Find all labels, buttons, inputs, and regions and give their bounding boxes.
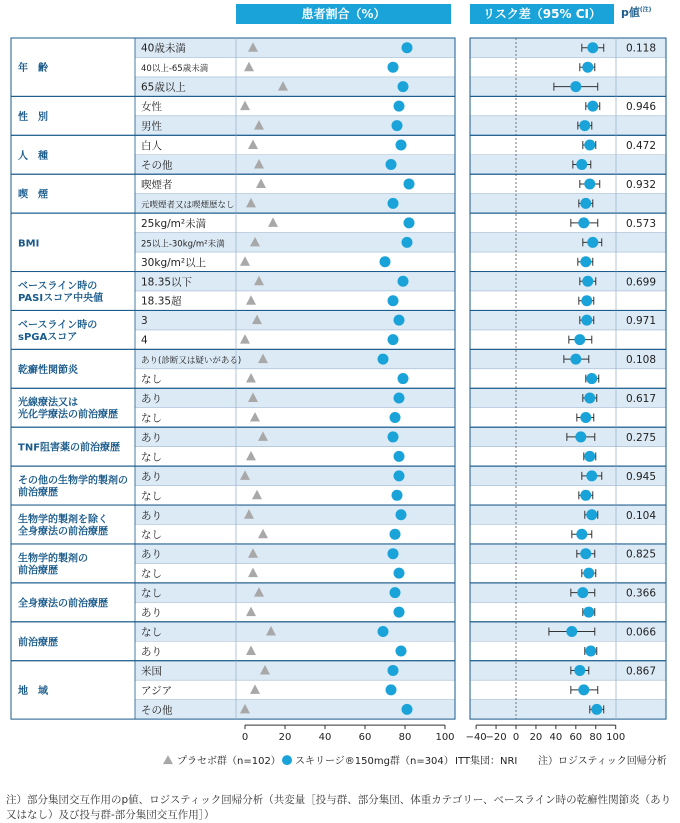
skyrizi-marker <box>394 393 405 404</box>
skyrizi-marker <box>396 509 407 520</box>
row-band <box>470 291 666 310</box>
p-value: 0.472 <box>625 140 657 153</box>
risk-difference-marker <box>584 393 595 404</box>
subgroup-label: その他 <box>141 704 173 717</box>
risk-difference-marker <box>570 354 581 365</box>
row-band <box>135 486 455 505</box>
skyrizi-marker <box>402 42 413 53</box>
subgroup-label: あり <box>141 548 162 561</box>
risk-difference-marker <box>580 412 591 423</box>
risk-difference-marker <box>566 626 577 637</box>
p-value: 0.617 <box>625 393 657 406</box>
row-band <box>135 447 455 466</box>
row-band <box>135 310 455 329</box>
skyrizi-marker <box>390 412 401 423</box>
row-band <box>470 447 666 466</box>
risk-difference-marker <box>586 470 597 481</box>
group-label: 喫 煙 <box>18 189 48 201</box>
subgroup-label: なし <box>141 412 162 425</box>
p-value: 0.104 <box>625 509 657 522</box>
risk-difference-tick-label: 20 <box>529 732 543 744</box>
skyrizi-marker <box>392 490 403 501</box>
subgroup-label: 25以上-30kg/m²未満 <box>141 239 225 250</box>
row-band <box>135 641 455 660</box>
p-value: 0.867 <box>625 665 657 678</box>
risk-difference-marker <box>584 178 595 189</box>
group-label: 前治療歴 <box>18 487 58 499</box>
subgroup-label: 元喫煙者又は喫煙歴なし <box>141 200 235 211</box>
skyrizi-marker <box>388 198 399 209</box>
subgroup-label: 男性 <box>141 120 162 133</box>
subgroup-label: 40以上-65歳未満 <box>141 64 209 75</box>
subgroup-label: 18.35以下 <box>141 276 193 289</box>
row-band <box>470 602 666 621</box>
risk-difference-marker <box>591 704 602 715</box>
row-band <box>135 135 455 154</box>
risk-difference-marker <box>574 665 585 676</box>
subgroup-label: あり(診断又は疑いがある) <box>141 356 242 367</box>
subgroup-label: あり <box>141 393 162 406</box>
row-band <box>470 155 666 174</box>
risk-difference-marker <box>587 42 598 53</box>
legend-skyrizi-label: スキリージ®150mg群（n=304） <box>295 756 454 768</box>
subgroup-label: あり <box>141 645 162 658</box>
risk-difference-tick-label: 60 <box>569 732 583 744</box>
subgroup-label: なし <box>141 451 162 464</box>
risk-difference-tick-label: 100 <box>606 732 626 744</box>
group-label: 前治療歴 <box>18 565 58 577</box>
row-band <box>135 583 455 602</box>
skyrizi-marker <box>396 645 407 656</box>
subgroup-label: その他 <box>141 159 173 172</box>
row-band <box>135 155 455 174</box>
row-band <box>135 427 455 446</box>
legend-placebo-label: プラセボ群（n=102） <box>177 756 281 768</box>
p-value: 0.946 <box>625 101 657 114</box>
risk-difference-marker <box>582 62 593 73</box>
proportion-tick-label: 20 <box>278 732 292 744</box>
skyrizi-marker <box>396 140 407 151</box>
group-label: ベースライン時の <box>18 319 98 331</box>
p-value: 0.066 <box>625 626 657 639</box>
row-band <box>470 486 666 505</box>
subgroup-label: 25kg/m²未満 <box>141 217 207 230</box>
skyrizi-marker <box>388 431 399 442</box>
group-label: 全身療法の前治療歴 <box>18 526 108 538</box>
subgroup-label: あり <box>141 607 162 620</box>
row-band <box>135 96 455 115</box>
legend-itt-label: ITT集団：NRI <box>455 756 518 768</box>
skyrizi-marker <box>380 256 391 267</box>
group-label: 前治療歴 <box>18 637 58 649</box>
proportion-tick-label: 100 <box>435 732 455 744</box>
skyrizi-marker <box>388 62 399 73</box>
subgroup-label: なし <box>141 490 162 503</box>
group-label: その他の生物学的製剤の <box>18 475 128 487</box>
row-band <box>470 252 666 271</box>
row-band <box>135 505 455 524</box>
row-band <box>470 233 666 252</box>
risk-difference-marker <box>586 373 597 384</box>
risk-difference-marker <box>578 684 589 695</box>
footnote: 注）部分集団交互作用のp値、ロジスティック回帰分析（共変量［投与群、部分集団、体重カテゴリー、ベースライン時の乾癬性関節炎（あり又はなし）及び投与群-部分集団交互作用］） <box>6 794 672 821</box>
subgroup-label: なし <box>141 568 162 581</box>
skyrizi-marker <box>398 276 409 287</box>
skyrizi-marker <box>398 373 409 384</box>
risk-difference-marker <box>580 548 591 559</box>
row-band <box>135 680 455 699</box>
proportion-header: 患者割合（%） <box>236 4 451 24</box>
subgroup-label: 65歳以上 <box>141 81 186 94</box>
p-value: 0.971 <box>625 315 657 328</box>
subgroup-label: アジア <box>141 684 173 697</box>
group-label: 光線療法又は <box>18 397 78 409</box>
risk-difference-marker <box>579 120 590 131</box>
row-band <box>135 116 455 135</box>
risk-difference-marker <box>576 159 587 170</box>
risk-difference-marker <box>584 451 595 462</box>
risk-difference-marker <box>578 217 589 228</box>
skyrizi-marker <box>390 529 401 540</box>
row-band <box>470 408 666 427</box>
skyrizi-marker <box>388 665 399 676</box>
skyrizi-marker <box>394 451 405 462</box>
row-band <box>470 700 666 719</box>
p-value: 0.118 <box>625 42 657 55</box>
subgroup-label: 40歳未満 <box>141 42 186 55</box>
group-label: 年 齢 <box>18 63 48 75</box>
skyrizi-marker <box>394 101 405 112</box>
skyrizi-marker <box>402 704 413 715</box>
risk-difference-marker <box>580 490 591 501</box>
risk-difference-tick-label: 80 <box>589 732 603 744</box>
risk-difference-marker <box>582 276 593 287</box>
subgroup-label: あり <box>141 470 162 483</box>
legend-placebo-marker <box>163 755 173 764</box>
pvalue-header: p値$^{(注)}$ <box>621 6 652 19</box>
risk-difference-marker <box>577 587 588 598</box>
skyrizi-marker <box>388 295 399 306</box>
proportion-tick-label: 40 <box>318 732 332 744</box>
risk-difference-header: リスク差（95% CI） <box>470 4 614 24</box>
row-band <box>470 116 666 135</box>
skyrizi-marker <box>390 587 401 598</box>
skyrizi-marker <box>394 315 405 326</box>
group-label: PASIスコア中央値 <box>18 292 104 304</box>
risk-difference-marker <box>570 81 581 92</box>
row-band <box>470 57 666 76</box>
row-band <box>135 622 455 641</box>
group-label: TNF阻害薬の前治療歴 <box>18 442 121 454</box>
skyrizi-marker <box>378 626 389 637</box>
subgroup-label: 4 <box>141 334 148 347</box>
row-band <box>470 330 666 349</box>
risk-difference-marker <box>584 140 595 151</box>
row-band <box>135 602 455 621</box>
risk-difference-marker <box>586 509 597 520</box>
risk-difference-marker <box>580 198 591 209</box>
skyrizi-marker <box>398 81 409 92</box>
group-label: 人 種 <box>18 150 48 162</box>
p-value: 0.945 <box>625 470 657 483</box>
group-label: 生物学的製剤を除く <box>18 514 108 526</box>
risk-difference-marker <box>583 568 594 579</box>
skyrizi-marker <box>392 120 403 131</box>
group-label: 性 別 <box>18 111 48 123</box>
skyrizi-marker <box>378 354 389 365</box>
subgroup-label: 30kg/m²以上 <box>141 256 207 269</box>
skyrizi-marker <box>394 568 405 579</box>
risk-difference-marker <box>575 431 586 442</box>
subgroup-label: なし <box>141 373 162 386</box>
skyrizi-marker <box>386 159 397 170</box>
risk-difference-marker <box>574 334 585 345</box>
subgroup-label: なし <box>141 587 162 600</box>
skyrizi-marker <box>404 178 415 189</box>
subgroup-label: 18.35超 <box>141 295 182 308</box>
subgroup-label: 3 <box>141 315 148 328</box>
p-value: 0.108 <box>625 354 657 367</box>
group-label: 全身療法の前治療歴 <box>18 598 108 610</box>
row-band <box>135 388 455 407</box>
row-band <box>470 525 666 544</box>
row-band <box>135 661 455 680</box>
group-label: sPGAスコア <box>18 331 78 343</box>
row-band <box>470 194 666 213</box>
subgroup-label: なし <box>141 529 162 542</box>
risk-difference-tick-label: −20 <box>485 732 507 744</box>
risk-difference-marker <box>576 529 587 540</box>
p-value: 0.275 <box>625 431 657 444</box>
group-label: 乾癬性関節炎 <box>18 364 78 376</box>
row-band <box>135 466 455 485</box>
row-band <box>135 544 455 563</box>
row-band <box>135 525 455 544</box>
row-band <box>470 563 666 582</box>
skyrizi-marker <box>394 470 405 481</box>
subgroup-label: 米国 <box>141 665 162 678</box>
p-value: 0.573 <box>625 217 657 230</box>
skyrizi-marker <box>388 334 399 345</box>
skyrizi-marker <box>394 607 405 618</box>
subgroup-label: あり <box>141 509 162 522</box>
row-band <box>135 330 455 349</box>
p-value: 0.366 <box>625 587 657 600</box>
proportion-tick-label: 60 <box>358 732 372 744</box>
legend-skyrizi-marker <box>282 755 292 765</box>
row-band <box>470 369 666 388</box>
group-label: BMI <box>18 238 40 250</box>
subgroup-label: なし <box>141 626 162 639</box>
risk-difference-marker <box>581 315 592 326</box>
skyrizi-marker <box>402 237 413 248</box>
risk-difference-marker <box>587 101 598 112</box>
legend-note-label: 注）ロジスティック回帰分析 <box>538 756 667 768</box>
skyrizi-marker <box>404 217 415 228</box>
group-label: 生物学的製剤の <box>18 553 88 565</box>
proportion-tick-label: 80 <box>398 732 412 744</box>
p-value: 0.932 <box>625 178 657 191</box>
row-band <box>135 291 455 310</box>
risk-difference-marker <box>580 256 591 267</box>
skyrizi-marker <box>386 684 397 695</box>
subgroup-label: 白人 <box>141 140 162 153</box>
risk-difference-tick-label: 40 <box>549 732 563 744</box>
risk-difference-marker <box>587 237 598 248</box>
risk-difference-marker <box>581 295 592 306</box>
row-band <box>470 641 666 660</box>
group-label: 地 域 <box>18 685 48 697</box>
group-label: ベースライン時の <box>18 280 98 292</box>
group-label: 光化学療法の前治療歴 <box>18 409 118 421</box>
p-value: 0.699 <box>625 276 657 289</box>
proportion-tick-label: 0 <box>241 732 249 744</box>
row-band <box>470 680 666 699</box>
risk-difference-tick-label: 0 <box>512 732 520 744</box>
row-band <box>135 563 455 582</box>
subgroup-label: あり <box>141 431 162 444</box>
risk-difference-tick-label: −40 <box>465 732 487 744</box>
subgroup-label: 女性 <box>141 101 162 114</box>
risk-difference-marker <box>585 645 596 656</box>
p-value: 0.825 <box>625 548 657 561</box>
row-band <box>135 408 455 427</box>
risk-difference-marker <box>583 607 594 618</box>
skyrizi-marker <box>388 548 399 559</box>
subgroup-label: 喫煙者 <box>141 178 173 191</box>
